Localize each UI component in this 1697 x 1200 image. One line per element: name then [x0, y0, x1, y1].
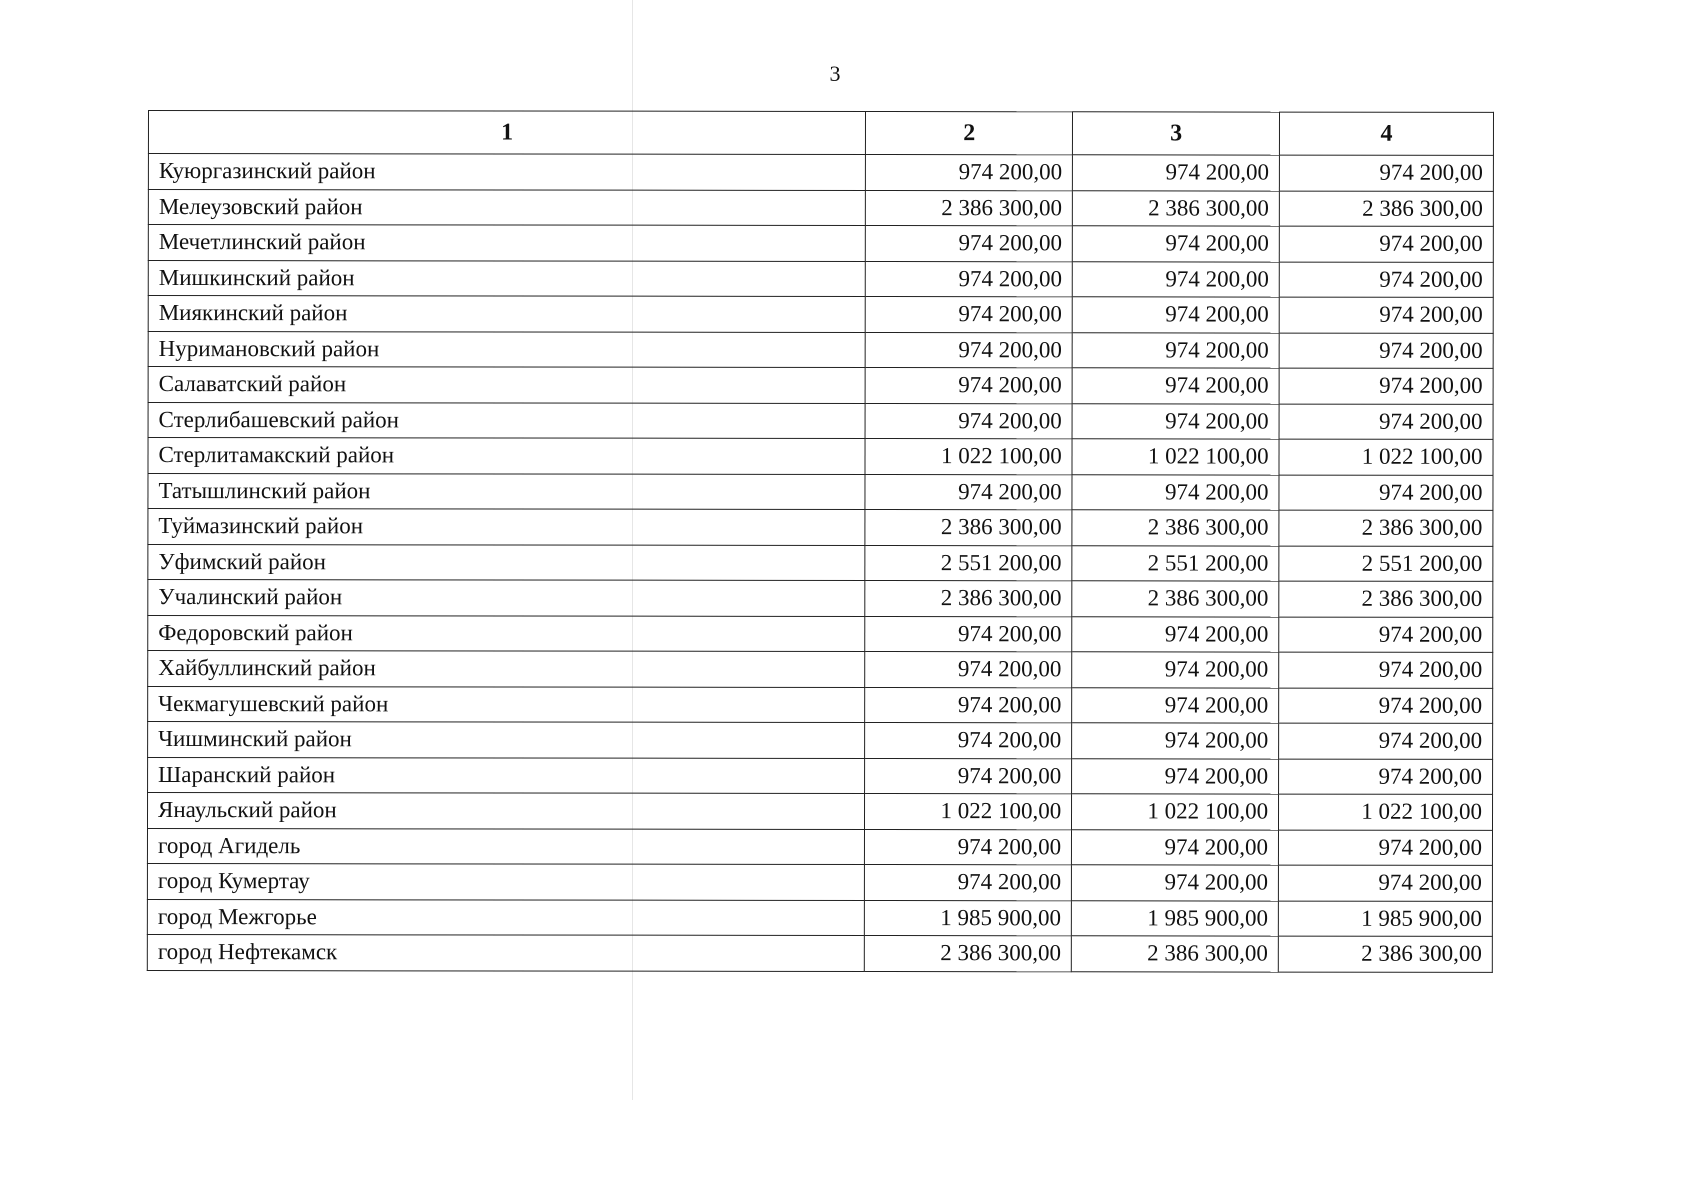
amount-cell-col-3: 974 200,00: [1072, 261, 1279, 297]
amount-cell-col-2: 974 200,00: [865, 297, 1072, 333]
municipality-name-cell: Шаранский район: [148, 757, 865, 794]
table-row: [148, 154, 1493, 191]
amount-cell-col-4: 2 386 300,00: [1278, 936, 1492, 972]
amount-cell-col-4: 1 022 100,00: [1279, 439, 1493, 475]
municipality-name-cell: Мишкинский район: [148, 260, 865, 297]
table-row: [148, 686, 1493, 723]
table-row: [147, 863, 1492, 900]
table-row: [147, 793, 1492, 830]
municipality-name-cell: Татышлинский район: [148, 473, 865, 510]
amount-cell-col-3: 2 551 200,00: [1072, 545, 1279, 581]
column-header-1: 1: [148, 111, 865, 155]
amount-cell-col-4: 974 200,00: [1279, 226, 1493, 262]
amount-cell-col-2: 974 200,00: [866, 155, 1073, 191]
amount-cell-col-3: 1 022 100,00: [1072, 794, 1279, 830]
municipality-name-cell: Стерлибашевский район: [148, 402, 865, 439]
table-row: [148, 438, 1493, 475]
municipality-name-cell: Мечетлинский район: [148, 225, 865, 262]
amount-cell-col-2: 974 200,00: [866, 261, 1073, 297]
amount-cell-col-2: 2 386 300,00: [866, 190, 1073, 226]
amount-cell-col-2: 974 200,00: [865, 723, 1072, 759]
amount-cell-col-3: 974 200,00: [1072, 403, 1279, 439]
amount-cell-col-3: 974 200,00: [1072, 652, 1279, 688]
amount-cell-col-3: 974 200,00: [1072, 723, 1279, 759]
table-row: [148, 722, 1493, 759]
amount-cell-col-3: 974 200,00: [1072, 687, 1279, 723]
table-row: [148, 331, 1493, 368]
table-row: [148, 473, 1493, 510]
municipality-name-cell: город Кумертау: [147, 863, 864, 900]
amount-cell-col-2: 2 386 300,00: [865, 581, 1072, 617]
amount-cell-col-2: 1 985 900,00: [865, 900, 1072, 936]
amount-cell-col-3: 1 022 100,00: [1072, 439, 1279, 475]
amount-cell-col-3: 2 386 300,00: [1072, 510, 1279, 546]
table-row: [148, 615, 1493, 652]
municipality-name-cell: город Агидель: [147, 828, 864, 865]
amount-cell-col-2: 974 200,00: [865, 474, 1072, 510]
amount-cell-col-4: 974 200,00: [1279, 617, 1493, 653]
amount-cell-col-2: 974 200,00: [866, 226, 1073, 262]
table-row: [148, 651, 1493, 688]
amount-cell-col-3: 2 386 300,00: [1072, 581, 1279, 617]
table-row: [148, 260, 1493, 297]
table-row: [148, 757, 1493, 794]
table-row: [148, 509, 1493, 546]
amount-cell-col-3: 2 386 300,00: [1071, 936, 1278, 972]
amount-cell-col-4: 974 200,00: [1279, 333, 1493, 369]
amount-cell-col-4: 974 200,00: [1279, 404, 1493, 440]
amount-cell-col-2: 1 022 100,00: [865, 439, 1072, 475]
amount-cell-col-4: 974 200,00: [1279, 475, 1493, 511]
amount-cell-col-3: 974 200,00: [1072, 332, 1279, 368]
amount-cell-col-3: 974 200,00: [1072, 616, 1279, 652]
amount-cell-col-3: 974 200,00: [1072, 474, 1279, 510]
amount-cell-col-4: 974 200,00: [1279, 723, 1493, 759]
municipality-name-cell: Миякинский район: [148, 296, 865, 333]
amount-cell-col-4: 1 985 900,00: [1278, 901, 1492, 937]
municipality-name-cell: Федоровский район: [148, 615, 865, 652]
amount-cell-col-4: 974 200,00: [1279, 297, 1493, 333]
column-header-4: 4: [1280, 112, 1494, 155]
page-number: 3: [829, 61, 841, 86]
amount-cell-col-4: 2 551 200,00: [1279, 546, 1493, 582]
amount-cell-col-2: 2 551 200,00: [865, 545, 1072, 581]
amount-cell-col-4: 1 022 100,00: [1279, 794, 1493, 830]
amount-cell-col-2: 974 200,00: [865, 865, 1072, 901]
municipality-name-cell: город Нефтекамск: [147, 934, 864, 971]
municipality-name-cell: Туймазинский район: [148, 509, 865, 546]
amount-cell-col-2: 974 200,00: [865, 616, 1072, 652]
amount-cell-col-4: 974 200,00: [1279, 759, 1493, 795]
amount-cell-col-3: 974 200,00: [1072, 226, 1279, 262]
municipality-name-cell: Куюргазинский район: [148, 154, 865, 191]
table-row: [148, 296, 1493, 333]
table-header-row: [148, 111, 1493, 156]
municipality-name-cell: город Межгорье: [147, 899, 864, 936]
table-row: [147, 828, 1492, 865]
table-row: [148, 402, 1493, 439]
amount-cell-col-4: 974 200,00: [1279, 652, 1493, 688]
amount-cell-col-4: 974 200,00: [1279, 830, 1493, 866]
allocation-table: [147, 110, 1494, 972]
amount-cell-col-3: 2 386 300,00: [1073, 190, 1280, 226]
amount-cell-col-4: 974 200,00: [1279, 688, 1493, 724]
amount-cell-col-2: 974 200,00: [865, 687, 1072, 723]
table-row: [148, 189, 1493, 226]
municipality-name-cell: Салаватский район: [148, 367, 865, 404]
column-header-2: 2: [866, 112, 1073, 155]
amount-cell-col-4: 2 386 300,00: [1279, 510, 1493, 546]
amount-cell-col-2: 2 386 300,00: [865, 936, 1072, 972]
municipality-name-cell: Учалинский район: [148, 580, 865, 617]
amount-cell-col-3: 1 985 900,00: [1072, 900, 1279, 936]
table-row: [148, 225, 1493, 262]
amount-cell-col-3: 974 200,00: [1072, 829, 1279, 865]
column-header-3: 3: [1073, 112, 1280, 155]
amount-cell-col-2: 974 200,00: [865, 368, 1072, 404]
amount-cell-col-3: 974 200,00: [1072, 758, 1279, 794]
municipality-name-cell: Хайбуллинский район: [148, 651, 865, 688]
amount-cell-col-4: 2 386 300,00: [1279, 581, 1493, 617]
table-row: [147, 934, 1492, 971]
municipality-name-cell: Янаульский район: [147, 793, 864, 830]
municipality-name-cell: Мелеузовский район: [148, 189, 865, 226]
municipality-name-cell: Чишминский район: [148, 722, 865, 759]
amount-cell-col-2: 974 200,00: [865, 403, 1072, 439]
table-row: [147, 899, 1492, 936]
table-row: [148, 580, 1493, 617]
amount-cell-col-2: 974 200,00: [865, 829, 1072, 865]
amount-cell-col-3: 974 200,00: [1072, 368, 1279, 404]
amount-cell-col-4: 974 200,00: [1279, 155, 1493, 191]
table-row: [148, 544, 1493, 581]
amount-cell-col-2: 974 200,00: [865, 758, 1072, 794]
amount-cell-col-2: 1 022 100,00: [865, 794, 1072, 830]
table-row: [148, 367, 1493, 404]
amount-cell-col-3: 974 200,00: [1072, 297, 1279, 333]
table-body: [147, 154, 1493, 972]
municipality-name-cell: Уфимский район: [148, 544, 865, 581]
municipality-name-cell: Чекмагушевский район: [148, 686, 865, 723]
amount-cell-col-2: 974 200,00: [865, 332, 1072, 368]
amount-cell-col-3: 974 200,00: [1073, 155, 1280, 191]
municipality-name-cell: Нуримановский район: [148, 331, 865, 368]
amount-cell-col-4: 974 200,00: [1279, 262, 1493, 298]
amount-cell-col-2: 2 386 300,00: [865, 510, 1072, 546]
amount-cell-col-4: 2 386 300,00: [1279, 191, 1493, 227]
amount-cell-col-3: 974 200,00: [1072, 865, 1279, 901]
amount-cell-col-2: 974 200,00: [865, 652, 1072, 688]
municipality-name-cell: Стерлитамакский район: [148, 438, 865, 475]
amount-cell-col-4: 974 200,00: [1279, 368, 1493, 404]
amount-cell-col-4: 974 200,00: [1278, 865, 1492, 901]
